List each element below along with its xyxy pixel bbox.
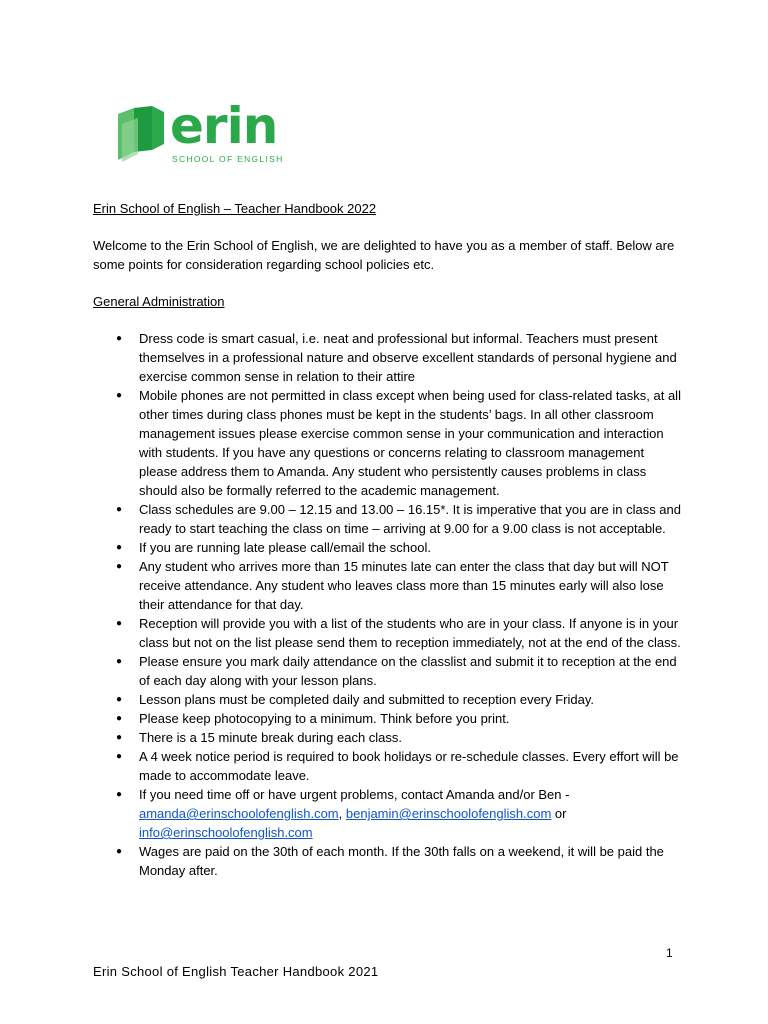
bullet-icon: ● xyxy=(116,542,123,553)
list-item: ● A 4 week notice period is required to book holidays or re-schedule classes. Every effort will be made to accommodate leave. xyxy=(116,749,679,783)
document-title: Erin School of English – Teacher Handbook 2022 xyxy=(93,201,377,216)
list-item-contact: ● If you need time off or have urgent problems, contact Amanda and/or Ben - amanda@erinschoolofenglish.com, benjamin@erinschoolofenglish.com or info@erinschoolofenglish.com xyxy=(116,787,570,840)
page-footer: Erin School of English Teacher Handbook 2021 xyxy=(93,964,379,979)
list-item: ● Please ensure you mark daily attendance on the classlist and submit it to reception at the end of each day along with your lesson plans. xyxy=(116,654,677,688)
policy-list xyxy=(93,329,683,880)
email-link-info[interactable]: info@erinschoolofenglish.com xyxy=(139,825,313,840)
list-item: ● Please keep photocopying to a minimum. Think before you print. xyxy=(116,711,510,726)
bullet-icon: ● xyxy=(116,713,123,724)
bullet-icon: ● xyxy=(116,504,123,515)
bullet-icon: ● xyxy=(116,694,123,705)
logo-wordmark: erin xyxy=(170,97,278,155)
email-link-benjamin[interactable]: benjamin@erinschoolofenglish.com xyxy=(345,806,552,821)
logo-subtitle: SCHOOL OF ENGLISH xyxy=(172,154,284,164)
list-item: ● If you are running late please call/email the school. xyxy=(116,540,431,555)
bullet-icon: ● xyxy=(116,333,123,344)
list-item: ● There is a 15 minute break during each class. xyxy=(116,730,403,745)
bullet-icon: ● xyxy=(116,618,123,629)
bullet-icon: ● xyxy=(116,846,123,857)
bullet-icon: ● xyxy=(116,561,123,572)
bullet-icon: ● xyxy=(116,751,123,762)
email-link-amanda[interactable]: amanda@erinschoolofenglish.com xyxy=(139,806,339,821)
bullet-icon: ● xyxy=(116,656,123,667)
erin-logo xyxy=(112,97,284,166)
list-item: ● Reception will provide you with a list of the students who are in your class. If anyone is in your class but not on the list please send them to reception immediately, not at the end of the class. xyxy=(116,616,681,650)
list-item: ● Class schedules are 9.00 – 12.15 and 13.00 – 16.15*. It is imperative that you are in class and ready to start teaching the class on time – arriving at 9.00 for a 9.00 class is not acceptable. xyxy=(116,502,682,536)
list-item: ● Any student who arrives more than 15 minutes late can enter the class that day but will NOT receive attendance. Any student who leaves class more than 15 minutes early will also lose their attendance for that day. xyxy=(116,559,669,612)
list-item: ● Wages are paid on the 30th of each month. If the 30th falls on a weekend, it will be paid the Monday after. xyxy=(116,844,664,878)
document-body xyxy=(93,199,683,880)
bullet-icon: ● xyxy=(116,732,123,743)
bullet-icon: ● xyxy=(116,390,123,401)
intro-paragraph: Welcome to the Erin School of English, we are delighted to have you as a member of staff. Below are some points for consideration regarding school policies etc. xyxy=(93,238,675,272)
bullet-icon: ● xyxy=(116,789,123,800)
open-book-icon xyxy=(112,104,170,166)
list-item: ● Dress code is smart casual, i.e. neat and professional but informal. Teachers must present themselves in a professional nature and observe excellent standards of personal hygiene and exercise common sense in relation to their attire xyxy=(116,331,677,384)
list-item: ● Lesson plans must be completed daily and submitted to reception every Friday. xyxy=(116,692,594,707)
section-heading: General Administration xyxy=(93,294,225,309)
list-item: ● Mobile phones are not permitted in class except when being used for class-related tasks, at all other times during class phones must be kept in the students’ bags. In all other classroom management issues please exercise common sense in your communication and interaction with students. If you have any questions or concerns relating to classroom management please address them to Amanda. Any student who persistently causes problems in class should also be formally referred to the academic management. xyxy=(116,388,681,498)
page-number: 1 xyxy=(666,946,673,960)
